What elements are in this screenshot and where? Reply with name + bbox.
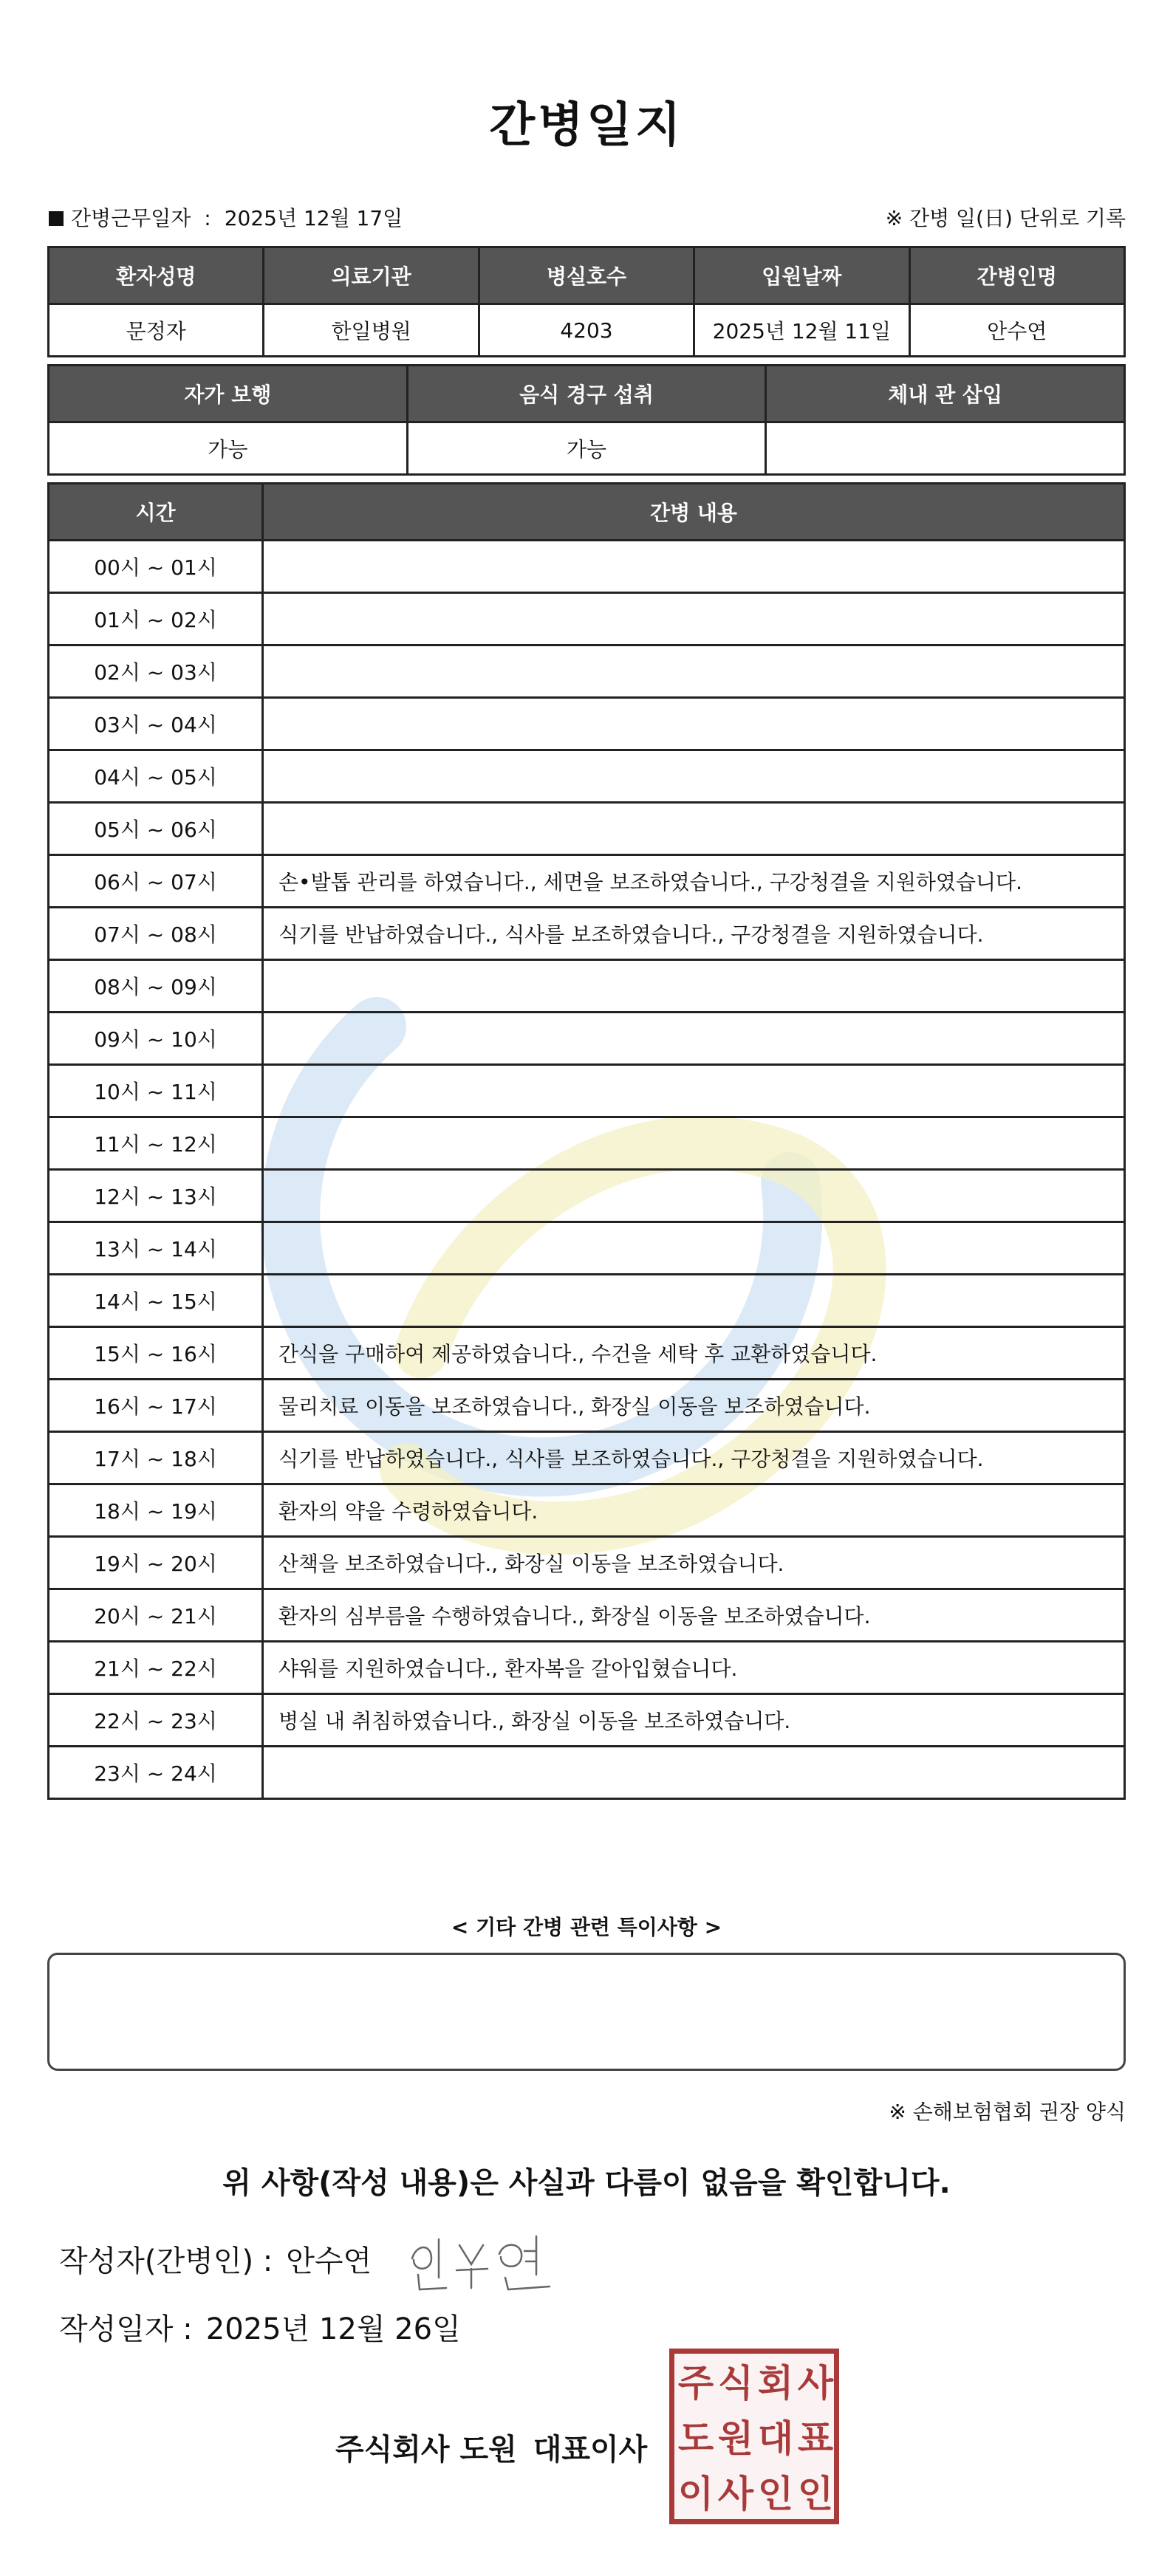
work-date-value: 2025년 12월 17일	[224, 206, 403, 230]
time-slot-cell: 23시 ~ 24시	[49, 1747, 263, 1799]
seal-glyph: 식	[717, 2362, 754, 2405]
seal-glyph: 인	[757, 2473, 794, 2515]
date-value: 2025년 12월 26일	[205, 2312, 461, 2346]
care-content-cell	[263, 1065, 1125, 1117]
square-bullet-icon	[49, 211, 64, 226]
care-content-cell	[263, 1170, 1125, 1222]
care-content-cell: 물리치료 이동을 보조하였습니다., 화장실 이동을 보조하였습니다.	[263, 1380, 1125, 1432]
care-content-cell	[263, 541, 1125, 593]
patient-info-table	[47, 246, 1126, 357]
header-admission-date: 입원날짜	[694, 247, 909, 304]
table-row	[49, 1065, 1125, 1117]
table-row	[49, 1170, 1125, 1222]
seal-glyph: 도	[677, 2417, 714, 2460]
writer-line	[59, 2238, 372, 2280]
care-content-cell	[263, 1747, 1125, 1799]
time-slot-cell: 12시 ~ 13시	[49, 1170, 263, 1222]
time-slot-cell: 10시 ~ 11시	[49, 1065, 263, 1117]
seal-glyph: 인	[797, 2473, 834, 2515]
table-row	[49, 593, 1125, 645]
header-tube-insertion: 체내 관 삽입	[766, 366, 1125, 422]
notes-title: < 기타 간병 관련 특이사항 >	[451, 1915, 722, 1939]
company-seal-icon	[669, 2349, 839, 2524]
page-title: 간병일지	[489, 98, 684, 153]
care-content-cell: 환자의 심부름을 수행하였습니다., 화장실 이동을 보조하였습니다.	[263, 1589, 1125, 1642]
care-content-cell: 식기를 반납하였습니다., 식사를 보조하였습니다., 구강청결을 지원하였습니다.	[263, 908, 1125, 960]
time-slot-cell: 08시 ~ 09시	[49, 960, 263, 1013]
company-line	[335, 2426, 647, 2468]
time-slot-cell: 04시 ~ 05시	[49, 750, 263, 803]
seal-glyph: 대	[757, 2417, 794, 2460]
table-row	[49, 855, 1125, 908]
time-slot-cell: 21시 ~ 22시	[49, 1642, 263, 1694]
table-row	[49, 803, 1125, 855]
care-content-cell	[263, 1013, 1125, 1065]
care-content-cell	[263, 1275, 1125, 1327]
care-content-cell: 간식을 구매하여 제공하였습니다., 수건을 세탁 후 교환하였습니다.	[263, 1327, 1125, 1380]
table-row	[49, 1275, 1125, 1327]
time-slot-cell: 02시 ~ 03시	[49, 645, 263, 698]
table-row	[49, 1117, 1125, 1170]
time-slot-cell: 19시 ~ 20시	[49, 1537, 263, 1589]
care-content-cell	[263, 803, 1125, 855]
work-date-line: 간병근무일자 : 2025년 12월 17일	[49, 202, 403, 232]
time-slot-cell: 13시 ~ 14시	[49, 1222, 263, 1275]
care-content-cell: 샤워를 지원하였습니다., 환자복을 갈아입혔습니다.	[263, 1642, 1125, 1694]
care-content-cell: 산책을 보조하였습니다., 화장실 이동을 보조하였습니다.	[263, 1537, 1125, 1589]
room-number-cell: 4203	[479, 304, 694, 357]
table-header-row	[49, 247, 1125, 304]
time-slot-cell: 06시 ~ 07시	[49, 855, 263, 908]
care-content-cell: 병실 내 취침하였습니다., 화장실 이동을 보조하였습니다.	[263, 1694, 1125, 1747]
care-content-cell	[263, 1222, 1125, 1275]
care-content-cell: 손•발톱 관리를 하였습니다., 세면을 보조하였습니다., 구강청결을 지원하였습니다.	[263, 855, 1125, 908]
company-name: 주식회사 도원	[335, 2433, 517, 2467]
header-self-walking: 자가 보행	[49, 366, 408, 422]
table-row	[49, 750, 1125, 803]
table-row	[49, 1222, 1125, 1275]
table-row	[49, 1013, 1125, 1065]
care-content-cell	[263, 750, 1125, 803]
time-slot-cell: 15시 ~ 16시	[49, 1327, 263, 1380]
seal-glyph: 회	[757, 2362, 794, 2405]
header-oral-intake: 음식 경구 섭취	[407, 366, 766, 422]
writer-label: 작성자(간병인) :	[59, 2244, 273, 2278]
hospital-cell: 한일병원	[264, 304, 479, 357]
care-content-cell: 환자의 약을 수령하였습니다.	[263, 1484, 1125, 1537]
header-time: 시간	[49, 484, 263, 541]
care-content-cell	[263, 698, 1125, 750]
table-row	[49, 304, 1125, 357]
patient-name-cell: 문정자	[49, 304, 264, 357]
table-row	[49, 1380, 1125, 1432]
time-slot-cell: 03시 ~ 04시	[49, 698, 263, 750]
time-slot-cell: 17시 ~ 18시	[49, 1432, 263, 1484]
time-slot-cell: 20시 ~ 21시	[49, 1589, 263, 1642]
tube-insertion-cell	[766, 422, 1125, 475]
table-row	[49, 960, 1125, 1013]
seal-glyph: 이	[677, 2473, 714, 2515]
care-content-cell	[263, 593, 1125, 645]
table-row	[49, 645, 1125, 698]
care-content-cell	[263, 960, 1125, 1013]
writer-name: 안수연	[286, 2244, 372, 2278]
care-content-cell	[263, 1117, 1125, 1170]
handwritten-signature-icon	[405, 2229, 575, 2295]
work-date-label: 간병근무일자	[71, 206, 191, 230]
time-slot-cell: 14시 ~ 15시	[49, 1275, 263, 1327]
header-care-content: 간병 내용	[263, 484, 1125, 541]
seal-glyph: 표	[797, 2417, 834, 2460]
table-row	[49, 1484, 1125, 1537]
record-note: ※ 간병 일(日) 단위로 기록	[885, 206, 1126, 230]
confirmation-statement: 위 사항(작성 내용)은 사실과 다름이 없음을 확인합니다.	[222, 2166, 951, 2200]
seal-glyph: 사	[797, 2362, 834, 2405]
seal-glyph: 주	[677, 2362, 714, 2405]
time-slot-cell: 01시 ~ 02시	[49, 593, 263, 645]
header-caregiver-name: 간병인명	[909, 247, 1124, 304]
care-log-table	[47, 482, 1126, 1800]
time-slot-cell: 22시 ~ 23시	[49, 1694, 263, 1747]
header-room-number: 병실호수	[479, 247, 694, 304]
time-slot-cell: 11시 ~ 12시	[49, 1117, 263, 1170]
written-date-line	[59, 2306, 461, 2348]
table-header-row	[49, 366, 1125, 422]
time-slot-cell: 07시 ~ 08시	[49, 908, 263, 960]
care-content-cell	[263, 645, 1125, 698]
table-row	[49, 1694, 1125, 1747]
table-row	[49, 1589, 1125, 1642]
table-row	[49, 422, 1125, 475]
table-row	[49, 1642, 1125, 1694]
seal-glyph: 원	[717, 2417, 754, 2460]
oral-intake-cell: 가능	[407, 422, 766, 475]
company-role: 대표이사	[533, 2433, 648, 2467]
table-row	[49, 1432, 1125, 1484]
care-content-cell: 식기를 반납하였습니다., 식사를 보조하였습니다., 구강청결을 지원하였습니다.	[263, 1432, 1125, 1484]
table-row	[49, 908, 1125, 960]
seal-glyph: 사	[717, 2473, 754, 2515]
patient-status-table	[47, 364, 1126, 476]
caregiver-name-cell: 안수연	[909, 304, 1124, 357]
header-hospital: 의료기관	[264, 247, 479, 304]
date-label: 작성일자 :	[59, 2312, 193, 2346]
recommend-note: ※ 손해보험협회 권장 양식	[889, 2100, 1126, 2124]
self-walking-cell: 가능	[49, 422, 408, 475]
time-slot-cell: 16시 ~ 17시	[49, 1380, 263, 1432]
time-slot-cell: 09시 ~ 10시	[49, 1013, 263, 1065]
care-log-body	[49, 541, 1125, 1799]
time-slot-cell: 18시 ~ 19시	[49, 1484, 263, 1537]
table-row	[49, 1747, 1125, 1799]
table-row	[49, 698, 1125, 750]
header-patient-name: 환자성명	[49, 247, 264, 304]
table-row	[49, 1537, 1125, 1589]
time-slot-cell: 00시 ~ 01시	[49, 541, 263, 593]
admission-date-cell: 2025년 12월 11일	[694, 304, 909, 357]
notes-box	[47, 1953, 1126, 2071]
table-row	[49, 541, 1125, 593]
table-header-row	[49, 484, 1125, 541]
table-row	[49, 1327, 1125, 1380]
time-slot-cell: 05시 ~ 06시	[49, 803, 263, 855]
